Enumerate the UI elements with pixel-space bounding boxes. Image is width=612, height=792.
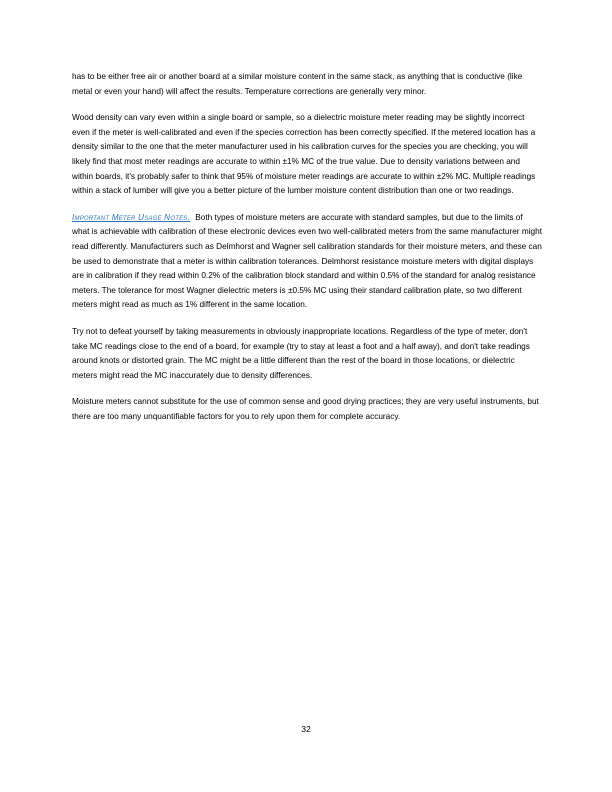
- document-body: [72, 70, 542, 436]
- paragraph-text: Moisture meters cannot substitute for the use of common sense and good drying practices; they are very useful instruments, but there are too many unquantifiable factors for you to rely upon them for complete accuracy.: [72, 397, 539, 421]
- paragraph-text: Both types of moisture meters are accurate with standard samples, but due to the limits of what is achievable with calibration of these electronic devices even two well-calibrated meters from the same manufacturer might read differently. Manufacturers such as Delmhorst and Wagner sell calibration standards for their moisture meters, and these can be used to demonstrate that a meter is within calibration tolerances. Delmhorst resistance moisture meters with digital displays are in calibration if they read within 0.2% of the calibration block standard and within 0.5% of the standard for analog resistance meters. The tolerance for most Wagner dielectric meters is ±0.5% MC using their standard calibration plate, so two different meters might read as much as 1% different in the same location.: [72, 212, 543, 310]
- paragraph-text: has to be either free air or another board at a similar moisture content in the same stack, as anything that is conductive (like metal or even your hand) will affect the results. Temperature corrections are generally very minor.: [72, 72, 523, 96]
- page-number: 32: [301, 724, 311, 734]
- paragraph-text: Try not to defeat yourself by taking measurements in obviously inappropriate locations. Regardless of the type of meter, don't take MC readings close to the end of a board, for example (try to stay at least a foot and a half away), and don't take readings around knots or distorted grain. The MC might be a little different than the rest of the board in those locations, or dielectric meters might read the MC inaccurately due to density differences.: [72, 326, 530, 380]
- paragraph-measurement-locations: [72, 325, 542, 383]
- paragraph-continuation: [72, 70, 542, 99]
- paragraph-text: Wood density can vary even within a single board or sample, so a dielectric moisture meter reading may be slightly incorrect even if the meter is well-calibrated and even if the species correction has been correctly specified. If the metered location has a density similar to the one that the meter manufacturer used in his calibration curves for the species you are checking, you will likely find that most meter readings are accurate to within ±1% MC of the true value. Due to density variations between and within boards, it's probably safer to think that 95% of moisture meter readings are accurate to within ±2% MC. Multiple readings within a stack of lumber will give you a better picture of the lumber moisture content distribution than one or two readings.: [72, 113, 536, 196]
- usage-notes-heading: Important Meter Usage Notes.: [72, 212, 190, 222]
- paragraph-usage-notes: [72, 211, 542, 313]
- paragraph-wood-density: [72, 111, 542, 199]
- paragraph-common-sense: [72, 395, 542, 424]
